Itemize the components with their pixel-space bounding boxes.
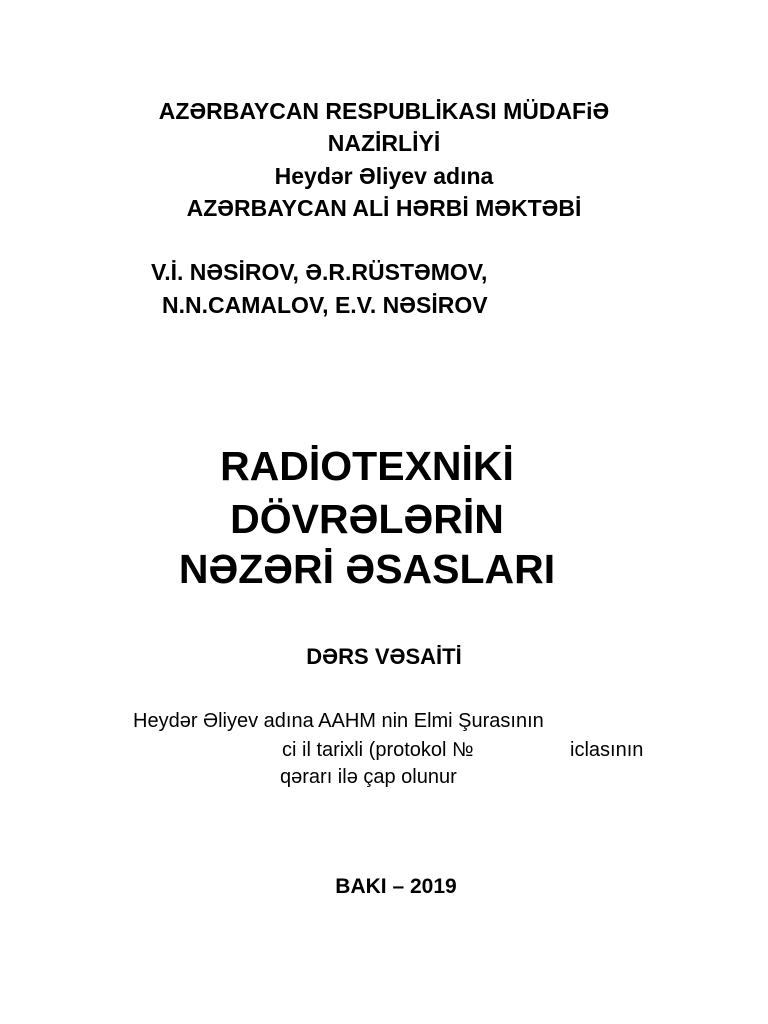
authors-line-1: V.İ. NƏSİROV, Ə.R.RÜSTƏMOV,: [151, 259, 488, 285]
organization-line-2: NAZİRLİYİ: [327, 130, 441, 156]
document-subtitle: DƏRS VƏSAİTİ: [306, 644, 462, 669]
title-line-3: NƏZƏRİ ƏSASLARI: [178, 546, 556, 592]
organization-line-3: Heydər Əliyev adına: [274, 163, 494, 189]
publication-place-year: BAKI – 2019: [335, 875, 457, 898]
authors-line-2: N.N.CAMALOV, E.V. NƏSİROV: [162, 292, 488, 318]
approval-line-1: Heydər Əliyev adına AAHM nin Elmi Şurasının: [133, 710, 544, 732]
approval-line-2-end: iclasının: [570, 739, 644, 761]
organization-line-1: AZƏRBAYCAN RESPUBLİKASI MÜDAFiƏ: [158, 98, 610, 124]
title-line-2: DÖVRƏLƏRİN: [230, 496, 504, 542]
approval-line-2-start: ci il tarixli (protokol №: [282, 739, 474, 761]
organization-line-4: AZƏRBAYCAN ALİ HƏRBİ MƏKTƏBİ: [186, 195, 582, 221]
approval-line-3: qərarı ilə çap olunur: [280, 766, 457, 788]
title-line-1: RADİOTEXNİKİ: [220, 443, 514, 489]
